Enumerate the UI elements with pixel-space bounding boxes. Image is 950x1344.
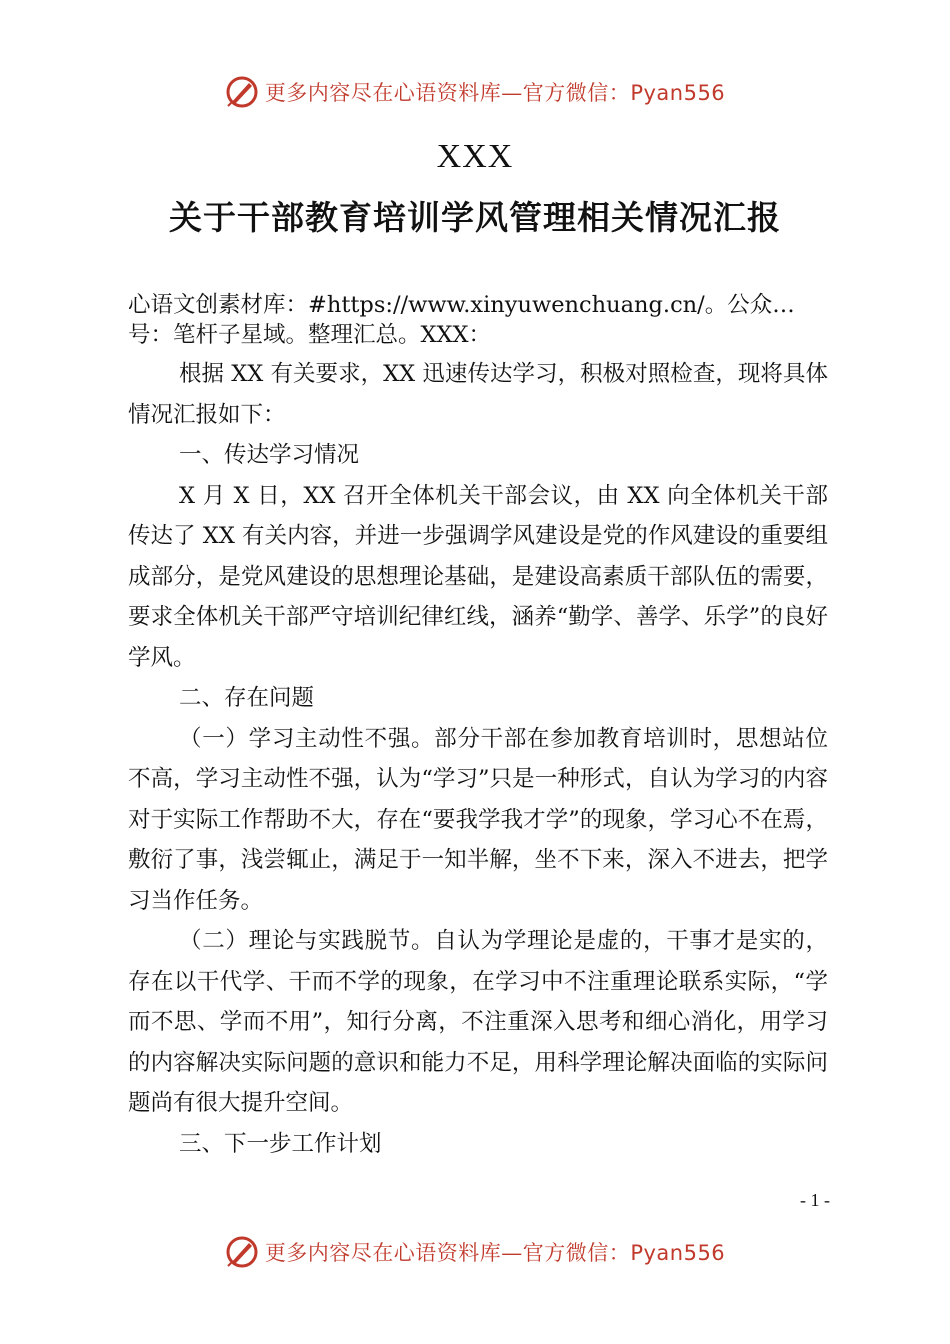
header-watermark-banner: [0, 72, 950, 112]
source-line-2: 号：笔杆子星域。整理汇总。XXX：: [128, 322, 492, 348]
body-paragraph: X 月 X 日，XX 召开全体机关干部会议，由 XX 向全体机关干部传达了 XX 有关内容，并进一步强调学风建设是党的作风建设的重要组成部分，是党风建设的思想理论基础，是建设高素质干部队伍的需要，要求全体机关干部严守培训纪律红线，涵养“勤学、善学、乐学”的良好学风。: [128, 482, 828, 671]
section-heading-2: 二、存在问题: [179, 685, 315, 711]
document-title: 关于干部教育培训学风管理相关情况汇报: [169, 198, 781, 237]
footer-watermark-banner: [0, 1232, 950, 1272]
source-line-1: 心语文创素材库：#https://www.xinyuwenchuang.cn/。公众…: [128, 292, 795, 318]
body-paragraph: （二）理论与实践脱节。自认为学理论是虚的，干事才是实的，存在以干代学、干而不学的现象，在学习中不注重理论联系实际，“学而不思、学而不用”，知行分离，不注重深入思考和细心消化，用学习的内容解决实际问题的意识和能力不足，用科学理论解决面临的实际问题尚有很大提升空间。: [128, 928, 828, 1116]
red-circle-quill-logo-icon: [225, 75, 259, 109]
document-title-prefix: XXX: [436, 138, 514, 175]
document-body: [128, 290, 828, 1164]
watermark-wechat-id: Pyan556: [630, 81, 726, 105]
watermark-text: 更多内容尽在心语资料库—官方微信：Pyan556: [264, 1241, 726, 1265]
page-number: - 1 -: [800, 1190, 830, 1210]
section-heading-1: 一、传达学习情况: [179, 442, 360, 468]
section-heading-3: 三、下一步工作计划: [179, 1130, 382, 1157]
body-paragraph: （一）学习主动性不强。部分干部在参加教育培训时，思想站位不高，学习主动性不强，认为“学习”只是一种形式，自认为学习的内容对于实际工作帮助不大，存在“要我学我才学”的现象，学习心不在焉，敷衍了事，浅尝辄止，满足于一知半解，坐不下来，深入不进去，把学习当作任务。: [128, 725, 828, 914]
red-circle-quill-logo-icon: [225, 1235, 259, 1269]
watermark-wechat-id: Pyan556: [630, 1241, 726, 1265]
watermark-text: 更多内容尽在心语资料库—官方微信：Pyan556: [264, 81, 726, 105]
intro-paragraph: 根据 XX 有关要求，XX 迅速传达学习，积极对照检查，现将具体情况汇报如下：: [128, 361, 828, 428]
